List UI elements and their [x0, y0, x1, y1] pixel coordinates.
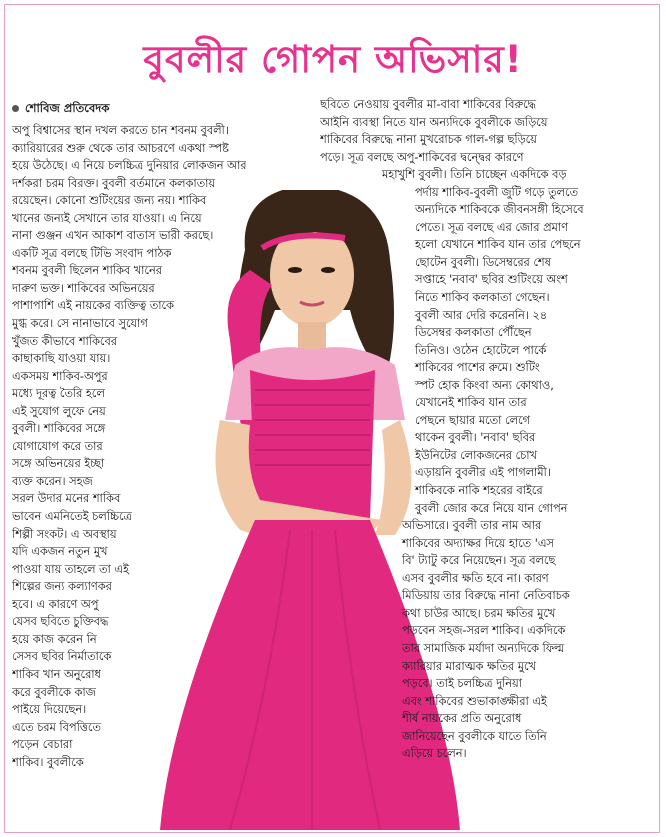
article-line: করে বুবলীকে কাজ — [12, 685, 96, 699]
article-line: জানিয়েছেন বুবলীকে যাতে তিনি — [402, 729, 547, 743]
bullet-icon — [12, 105, 19, 112]
article-line: অপু বিশ্বাসের স্থান দখল করতে চান শবনম বুবলী। — [12, 124, 229, 137]
article-line: যেখানেই শাকিব যান তার — [415, 396, 527, 410]
article-line: শাকিবের অদ্যাক্ষর দিয়ে হাতে 'এস — [402, 536, 554, 550]
article-line: অভিসারে। বুবলী তার নাম আর — [402, 519, 542, 533]
article-line: হবে। এ কারণে অপু — [12, 597, 99, 611]
article-line: পড়বেন সহজ-সরল শাকিব। একদিকে — [402, 624, 566, 638]
article-line: শবনম বুবলী ছিলেন শাকিব খানের — [12, 264, 162, 278]
article-line: ক্যারিয়ার মারাত্মক ক্ষতির মুখে — [402, 659, 536, 673]
article-line: পেছনে ছায়ার মতো লেগে — [415, 413, 530, 427]
article-line: দারুণ ভক্ত। শাকিবের অভিনয়ের — [12, 281, 155, 295]
article-line: তার সামাজিক মর্যাদা অন্যদিকে ফিল্ম — [402, 641, 565, 655]
article-line: খুঁজত কীভাবে শাকিবের — [12, 334, 117, 348]
article-line: নিতে শাকিব কলকাতা গেছেন। — [415, 291, 550, 305]
left-column — [12, 122, 246, 771]
article-line: শাকিবের বিরুদ্ধে নানা মুখরোচক গাল-গল্প ছড়িয়ে — [320, 133, 537, 147]
article-line: আইনি ব্যবস্থা নিতে যান অন্যদিকে বুবলীকে জড়িয়ে — [320, 115, 548, 129]
article-line: যদি একজন নতুন মুখ — [12, 545, 108, 559]
article-line: ভাবেন এমনিতেই চলচ্চিত্রে — [12, 510, 132, 524]
article-line: পড়ে। সূত্র বলছে অপু-শাকিবের দ্বন্দ্বের কারণে — [320, 150, 524, 164]
article-line: বুবলী আর দেরি করেননি। ২৪ — [415, 308, 548, 322]
article-line: থাকেন বুবলী। 'নবাব' ছবির — [415, 431, 536, 445]
article-line: শিল্পী সংকট। এ অবস্থায় — [12, 527, 117, 541]
article-line: ব্যক্ত করেন। সহজ — [12, 474, 93, 488]
article-line: পড়েন বেচারা — [12, 738, 73, 752]
article-line: সরল উদার মনের শাকিব — [12, 492, 121, 506]
headline: বুবলীর গোপন অভিসার! — [143, 38, 523, 81]
article-line: এতে চরম বিপত্তিতে — [12, 720, 101, 734]
article-line: যেসব ছবিতে চুক্তিবদ্ধ — [12, 615, 109, 629]
article-line: পাশাপাশি এই নায়কের ব্যক্তিত্ব তাকে — [12, 299, 174, 313]
article-line: ছোটেন বুবলী। ডিসেম্বরের শেষ — [415, 255, 551, 269]
article-line: শাকিবকে নাকি শহরের বাইরে — [415, 484, 543, 498]
article-line: সঙ্গে অভিনয়ের ইচ্ছা — [12, 457, 105, 471]
article-line: হয়ে কাজ করেন নি — [12, 632, 97, 646]
article-line: স্পট হোক কিংবা অন্য কোথাও, — [415, 378, 554, 392]
article-line: পর্দায় শাকিব-বুবলী জুটি গড়ে তুলতে — [415, 185, 578, 199]
article-line: ক্যারিয়ারের শুরু থেকে তার আচরণে একথা স্পষ্ট — [12, 141, 229, 155]
article-line: পড়বে। তাই চলচ্চিত্র দুনিয়া — [402, 677, 522, 691]
article-line: এসব বুবলীর ক্ষতি হবে না। কারণ — [402, 571, 549, 585]
article-line: মুগ্ধ করে। সে নানাভাবে সুযোগ — [12, 317, 148, 331]
article-line: এড়ায়নি বুবলীর এই পাগলামী। — [415, 466, 551, 480]
article-line: যোগাযোগ করে তার — [12, 439, 103, 453]
article-line: নানা গুঞ্জন এখন আকাশ বাতাস ভারী করছে। — [12, 229, 214, 243]
article-line: এই সুযোগ লুফে নেয় — [12, 404, 106, 418]
article-line: কথা চাউর আছে। চরম ক্ষতির মুখে — [402, 606, 556, 620]
article-line: বি' ট্যাটু করে নিয়েছেন। সূত্র বলছে — [402, 554, 556, 568]
article-line: একটি সূত্র বলছে টিভি সংবাদ পাঠক — [12, 246, 172, 260]
article-line: মিডিয়ায় তার বিরুদ্ধে নানা নেতিবাচক — [402, 589, 570, 603]
article-line: রয়েছেন। কোনো শুটিংয়ের জন্য নয়। শাকিব — [12, 194, 207, 208]
article-line: দর্শকরা চরম বিরক্ত। বুবলী বর্তমানে কলকাতায় — [12, 176, 216, 190]
article-line: এড়িয়ে চলেন। — [402, 747, 467, 761]
article-line: শাকিব। বুবলীকে — [12, 755, 84, 769]
article-line: পাওয়া যায় তাহলে তা এই — [12, 562, 129, 576]
article-line: কাছাকাছি যাওয়া যায়। — [12, 352, 111, 366]
article-line: তিনিও। ওঠেন হোটেলে পার্কে — [415, 343, 547, 357]
article-line: সেসব ছবির নির্মাতাকে — [12, 650, 112, 664]
article-line: শিল্পের জন্য কল্যাণকর — [12, 580, 112, 594]
byline-text: শোবিজ প্রতিবেদক — [25, 101, 110, 115]
byline — [12, 100, 109, 119]
article-line: শাকিবের পাশের রুমে। শুটিং — [415, 361, 540, 375]
article-line: একসময় শাকিব-অপুর — [12, 369, 108, 383]
article-line: ডিসেম্বর কলকাতা পৌঁছেন — [415, 326, 532, 340]
article-line: শীর্ষ নায়কের প্রতি অনুরোধ — [402, 712, 522, 726]
article-line: হয়ে উঠেছে। এ নিয়ে চলচ্চিত্র দুনিয়ার লোকজন আর — [12, 159, 247, 173]
article-line: বুবলী। শাকিবের সঙ্গে — [12, 422, 106, 436]
article-line: সপ্তাহে 'নবাব' ছবির শুটিংয়ে অংশ — [415, 273, 568, 287]
article-line: খানের জন্যই সেখানে তার যাওয়া। এ নিয়ে — [12, 211, 202, 225]
article-line: বুবলী জোর করে নিয়ে যান গোপন — [415, 501, 568, 515]
article-line: শাকিব খান অনুরোধ — [12, 667, 101, 681]
article-line: ছবিতে নেওয়ায় বুবলীর মা-বাবা শাকিবের বিরুদ্ধে — [320, 98, 536, 111]
article-line: এবং শাকিবের শুভাকাঙ্ক্ষীরা এই — [402, 694, 547, 708]
article-line: মধ্যে দূরত্ব তৈরি হলে — [12, 387, 105, 401]
article-line: মহাখুশি বুবলী। তিনি চাচ্ছেন একদিকে বড় — [382, 168, 567, 182]
article-line: হলো যেখানে শাকিব যান তার পেছনে — [415, 238, 581, 252]
article-line: অন্যদিকে শাকিবকে জীবনসঙ্গী হিসেবে — [415, 203, 584, 217]
article-line: ইউনিটের লোকজনের চোখ — [415, 448, 537, 462]
right-column — [320, 96, 584, 763]
article-line: পেতে। সূত্র বলছে এর জোর প্রমাণ — [415, 220, 568, 234]
article-line: পাইয়ে দিয়েছেন। — [12, 703, 87, 717]
